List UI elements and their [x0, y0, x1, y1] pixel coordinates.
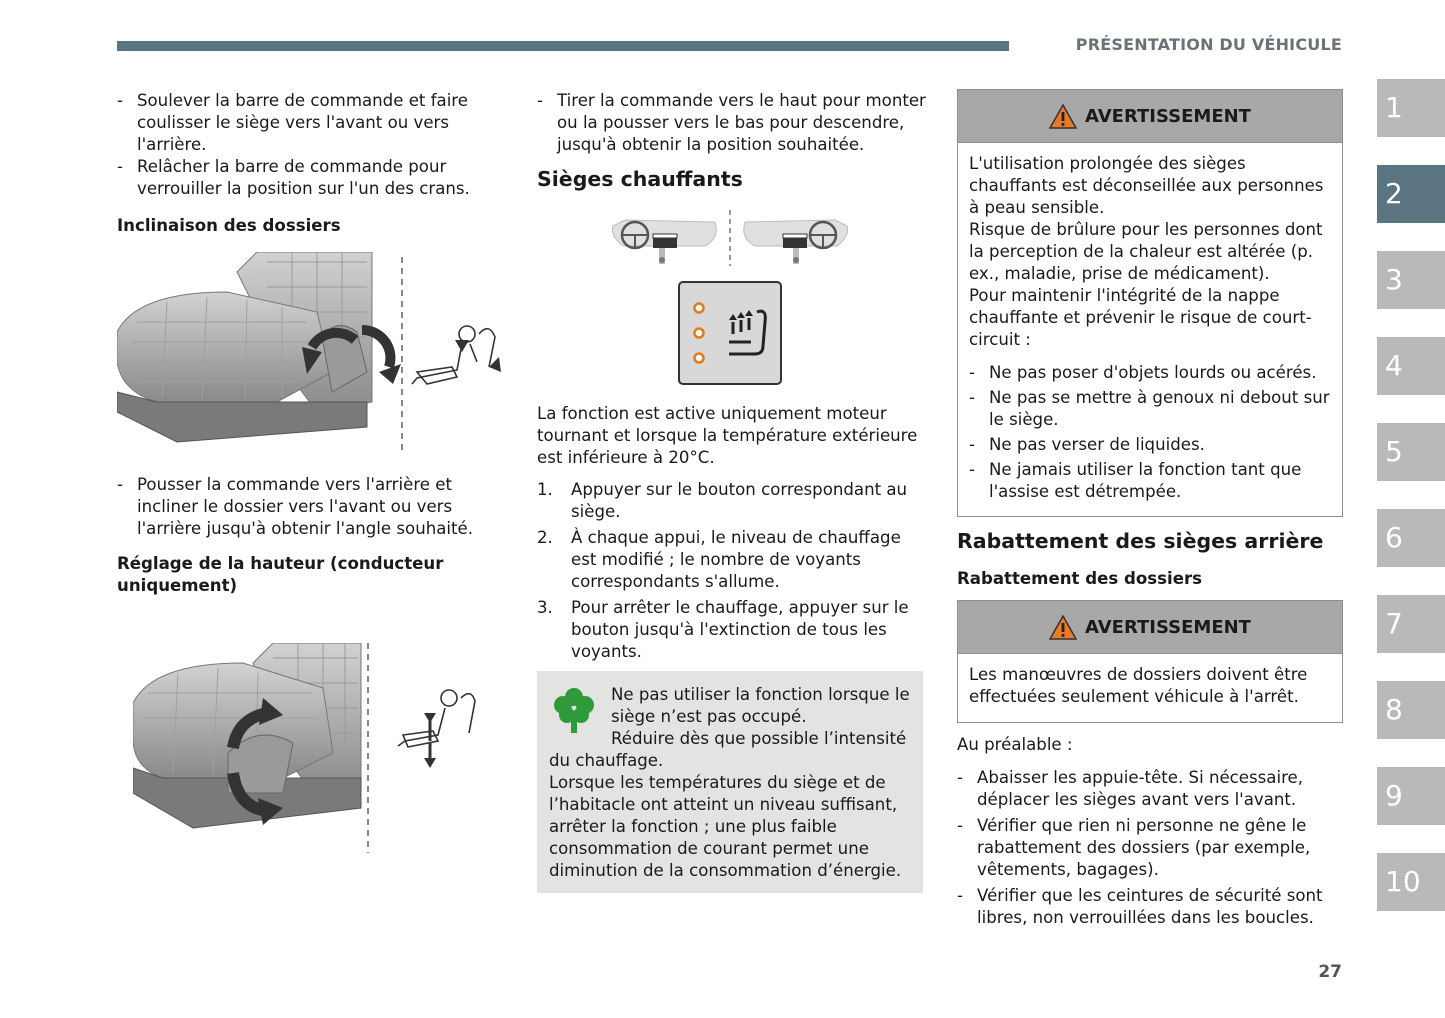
list-item: - Vérifier que rien ni personne ne gêne le rabattement des dossiers (par exemple, vêtements, bagages). [957, 815, 1343, 881]
col1-list-mid [117, 474, 487, 540]
warning-paragraph: Pour maintenir l'intégrité de la nappe chauffante et prévenir le risque de court-circuit : [969, 286, 1312, 349]
eco-note-box [537, 671, 923, 893]
chapter-tab-4[interactable]: 4 [1377, 337, 1445, 395]
header-bar [117, 41, 1009, 51]
warning-title: AVERTISSEMENT [1085, 105, 1251, 127]
chapter-tab-2[interactable]: 2 [1377, 165, 1445, 223]
list-item: - Pousser la commande vers l'arrière et incliner le dossier vers l'avant ou vers l'arrière jusqu'à obtenir l'angle souhaité. [117, 474, 487, 540]
list-item: - Ne jamais utiliser la fonction tant que l'assise est détrempée. [969, 459, 1331, 503]
list-item [537, 479, 927, 523]
chapter-tab-8[interactable]: 8 [1377, 681, 1445, 739]
heated-seat-illustration [605, 208, 855, 390]
heading-heated-seats: Sièges chauffants [537, 167, 743, 191]
col1-list-top [117, 90, 487, 200]
list-item: - Vérifier que les ceintures de sécurité sont libres, non verrouillées dans les boucles. [957, 885, 1343, 929]
list-item: - Abaisser les appuie-tête. Si nécessaire, déplacer les sièges avant vers l'avant. [957, 767, 1343, 811]
list-item: - Ne pas se mettre à genoux ni debout sur le siège. [969, 387, 1331, 431]
heading-rear-seats: Rabattement des sièges arrière [957, 529, 1324, 553]
eco-note-3: Lorsque les températures du siège et de l’habitacle ont atteint un niveau suffisant, arrêter la fonction ; une plus faible consommation de courant permet une diminution de la consommation d’énergie. [549, 773, 902, 880]
led-indicator-3 [695, 354, 704, 363]
page-number: 27 [1318, 962, 1342, 982]
chapter-tab-10[interactable]: 10 [1377, 853, 1445, 911]
list-item [537, 527, 927, 593]
eco-note-2: Réduire dès que possible l’intensité du chauffage. [549, 729, 907, 770]
warning-body: Les manœuvres de dossiers doivent être effectuées seulement véhicule à l'arrêt. [969, 665, 1308, 706]
col2-list-top [537, 90, 927, 156]
warning-title: AVERTISSEMENT [1085, 616, 1251, 638]
step-number: 2. [537, 528, 553, 547]
warning-triangle-icon [1049, 104, 1077, 129]
section-title: PRÉSENTATION DU VÉHICULE [1075, 35, 1342, 54]
warning-box-heated [957, 89, 1343, 517]
eco-note-1: Ne pas utiliser la fonction lorsque le siège n’est pas occupé. [611, 685, 910, 726]
step-number: 1. [537, 480, 553, 499]
chapter-tab-1[interactable]: 1 [1377, 79, 1445, 137]
step-text: À chaque appui, le niveau de chauffage est modifié ; le nombre de voyants correspondants s'allume. [571, 528, 901, 591]
warning-header [958, 90, 1342, 143]
seat-recline-illustration [117, 252, 507, 452]
list-item: - Ne pas poser d'objets lourds ou acérés. [969, 362, 1331, 384]
prelim-label: Au préalable : [957, 735, 1073, 754]
warning-header [958, 601, 1342, 654]
step-text: Pour arrêter le chauffage, appuyer sur le bouton jusqu'à l'extinction de tous les voyants. [571, 598, 909, 661]
chapter-tab-5[interactable]: 5 [1377, 423, 1445, 481]
warning-paragraph: L'utilisation prolongée des sièges chauffants est déconseillée aux personnes à peau sensible. [969, 154, 1324, 217]
list-item: - Soulever la barre de commande et faire coulisser le siège vers l'avant ou vers l'arrière. [117, 90, 487, 156]
list-item: - Ne pas verser de liquides. [969, 434, 1331, 456]
list-item: - Relâcher la barre de commande pour verrouiller la position sur l'un des crans. [117, 156, 487, 200]
chapter-tab-6[interactable]: 6 [1377, 509, 1445, 567]
tree-eco-icon [553, 685, 595, 733]
chapter-tab-9[interactable]: 9 [1377, 767, 1445, 825]
warning-box-rear [957, 600, 1343, 723]
chapter-tab-3[interactable]: 3 [1377, 251, 1445, 309]
heated-steps [537, 479, 927, 667]
list-item: - Tirer la commande vers le haut pour monter ou la pousser vers le bas pour descendre, jusqu'à obtenir la position souhaitée. [537, 90, 927, 156]
warning-triangle-icon [1049, 615, 1077, 640]
step-number: 3. [537, 598, 553, 617]
chapter-tab-7[interactable]: 7 [1377, 595, 1445, 653]
warning-body [958, 143, 1342, 513]
list-item [537, 597, 927, 663]
warning-paragraph: Risque de brûlure pour les personnes dont la perception de la chaleur est altérée (p. ex., maladie, prise de médicament). [969, 220, 1323, 283]
heading-recline: Inclinaison des dossiers [117, 216, 341, 235]
col3-list-bottom [957, 767, 1343, 929]
subheading-backrests: Rabattement des dossiers [957, 569, 1203, 588]
led-indicator-1 [695, 304, 704, 313]
seat-height-illustration [133, 643, 493, 858]
heading-height: Réglage de la hauteur (conducteur uniquement) [117, 554, 444, 595]
step-text: Appuyer sur le bouton correspondant au siège. [571, 480, 908, 521]
heated-intro: La fonction est active uniquement moteur tournant et lorsque la température extérieure est inférieure à 20°C. [537, 404, 918, 467]
led-indicator-2 [695, 329, 704, 338]
